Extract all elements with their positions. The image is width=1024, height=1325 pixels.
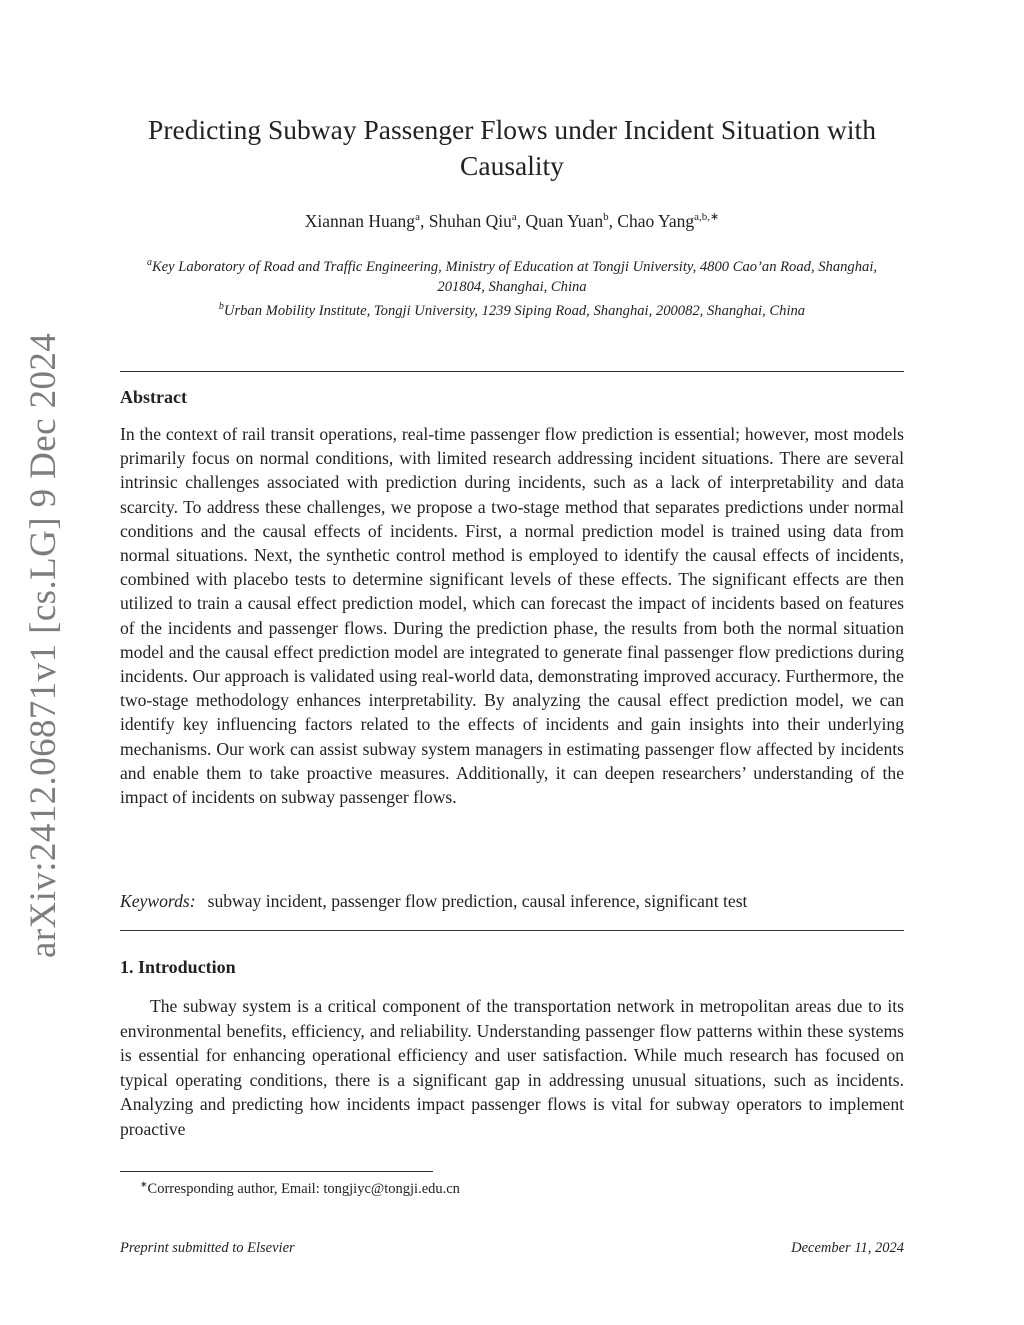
footnote-rule xyxy=(120,1171,433,1172)
author-affil-mark: b xyxy=(603,211,609,223)
footer-date: December 11, 2024 xyxy=(791,1240,904,1256)
author-affil-mark: a xyxy=(415,211,420,223)
author-name: Chao Yang xyxy=(617,211,695,231)
affiliations xyxy=(140,253,884,321)
author-affil-mark: a xyxy=(511,211,517,223)
keywords-text: subway incident, passenger flow prediction, causal inference, significant test xyxy=(207,891,748,911)
author-name: Quan Yuan xyxy=(525,211,604,231)
footnote xyxy=(140,1179,460,1198)
author-name: Xiannan Huang xyxy=(304,211,416,231)
abstract-top-rule xyxy=(120,371,904,372)
arxiv-identifier[interactable]: arXiv:2412.06871v1 [cs.LG] 9 Dec 2024 xyxy=(23,332,64,958)
abstract-body: In the context of rail transit operations, real-time passenger flow prediction is essential; however, most models primarily focus on normal conditions, with limited research addressing incident situations. There are several intrinsic challenges associated with prediction during incidents, such as a lack of interpretability and data scarcity. To address these challenges, we propose a two-stage method that separates predictions under normal conditions and the causal effects of incidents. First, a normal prediction model is trained using data from normal situations. Next, the synthetic control method is employed to identify the causal effects of incidents, combined with placebo tests to determine significant levels of these effects. The significant effects are then utilized to train a causal effect prediction model, which can forecast the impact of incidents based on features of the incidents and passenger flows. During the prediction phase, the results from both the normal situation model and the causal effect prediction model are integrated to generate final passenger flow predictions during incidents. Our approach is validated using real-world data, demonstrating improved accuracy. Furthermore, the two-stage methodology enhances interpretability. By analyzing the causal effect prediction model, we can identify key influencing factors related to the effects of incidents and gain insights into their underlying mechanisms. Our work can assist subway system managers in estimating passenger flow affected by incidents and enable them to take proactive measures. Additionally, it can deepen researchers’ understanding of the impact of incidents on subway passenger flows. xyxy=(120,424,904,808)
abstract-bottom-rule xyxy=(120,930,904,931)
footnote-text: Corresponding author, Email: tongjiyc@tongji.edu.cn xyxy=(147,1181,460,1197)
keywords-line xyxy=(120,891,904,912)
abstract-heading: Abstract xyxy=(120,387,187,407)
paper-title: Predicting Subway Passenger Flows under Incident Situation with Causality xyxy=(148,114,876,181)
author-list: Xiannan Huang$^a$, Shuhan Qiu$^a$, Quan Yuan$^b$, Chao Yang$^{a,b,∗}$ xyxy=(304,211,720,231)
keywords-label: Keywords: xyxy=(120,891,196,911)
introduction-paragraph: The subway system is a critical component of the transportation network in metropolitan areas due to its environmental benefits, efficiency, and reliability. Understanding passenger flow patterns within these systems is essential for enhancing operational efficiency and user satisfaction. While much research has focused on typical operating conditions, there is a significant gap in addressing unusual situations, such as incidents. Analyzing and predicting how incidents impact passenger flows is vital for subway operators to implement proactive xyxy=(120,996,904,1139)
footnote-mark: ∗ xyxy=(140,1179,148,1189)
author-affil-mark: a,b,∗ xyxy=(694,211,720,223)
footer-preprint-note: Preprint submitted to Elsevier xyxy=(120,1240,295,1256)
section-heading-introduction: 1. Introduction xyxy=(120,957,236,977)
author-name: Shuhan Qiu xyxy=(428,211,512,231)
affiliation-a: $^a$Key Laboratory of Road and Traffic Engineering, Ministry of Education at Tongji University, 4800 Cao’an Road, Shanghai, 201804, Shanghai, China xyxy=(146,257,878,295)
affiliation-b: $^b$Urban Mobility Institute, Tongji University, 1239 Siping Road, Shanghai, 200082, Shanghai, China xyxy=(218,301,806,319)
